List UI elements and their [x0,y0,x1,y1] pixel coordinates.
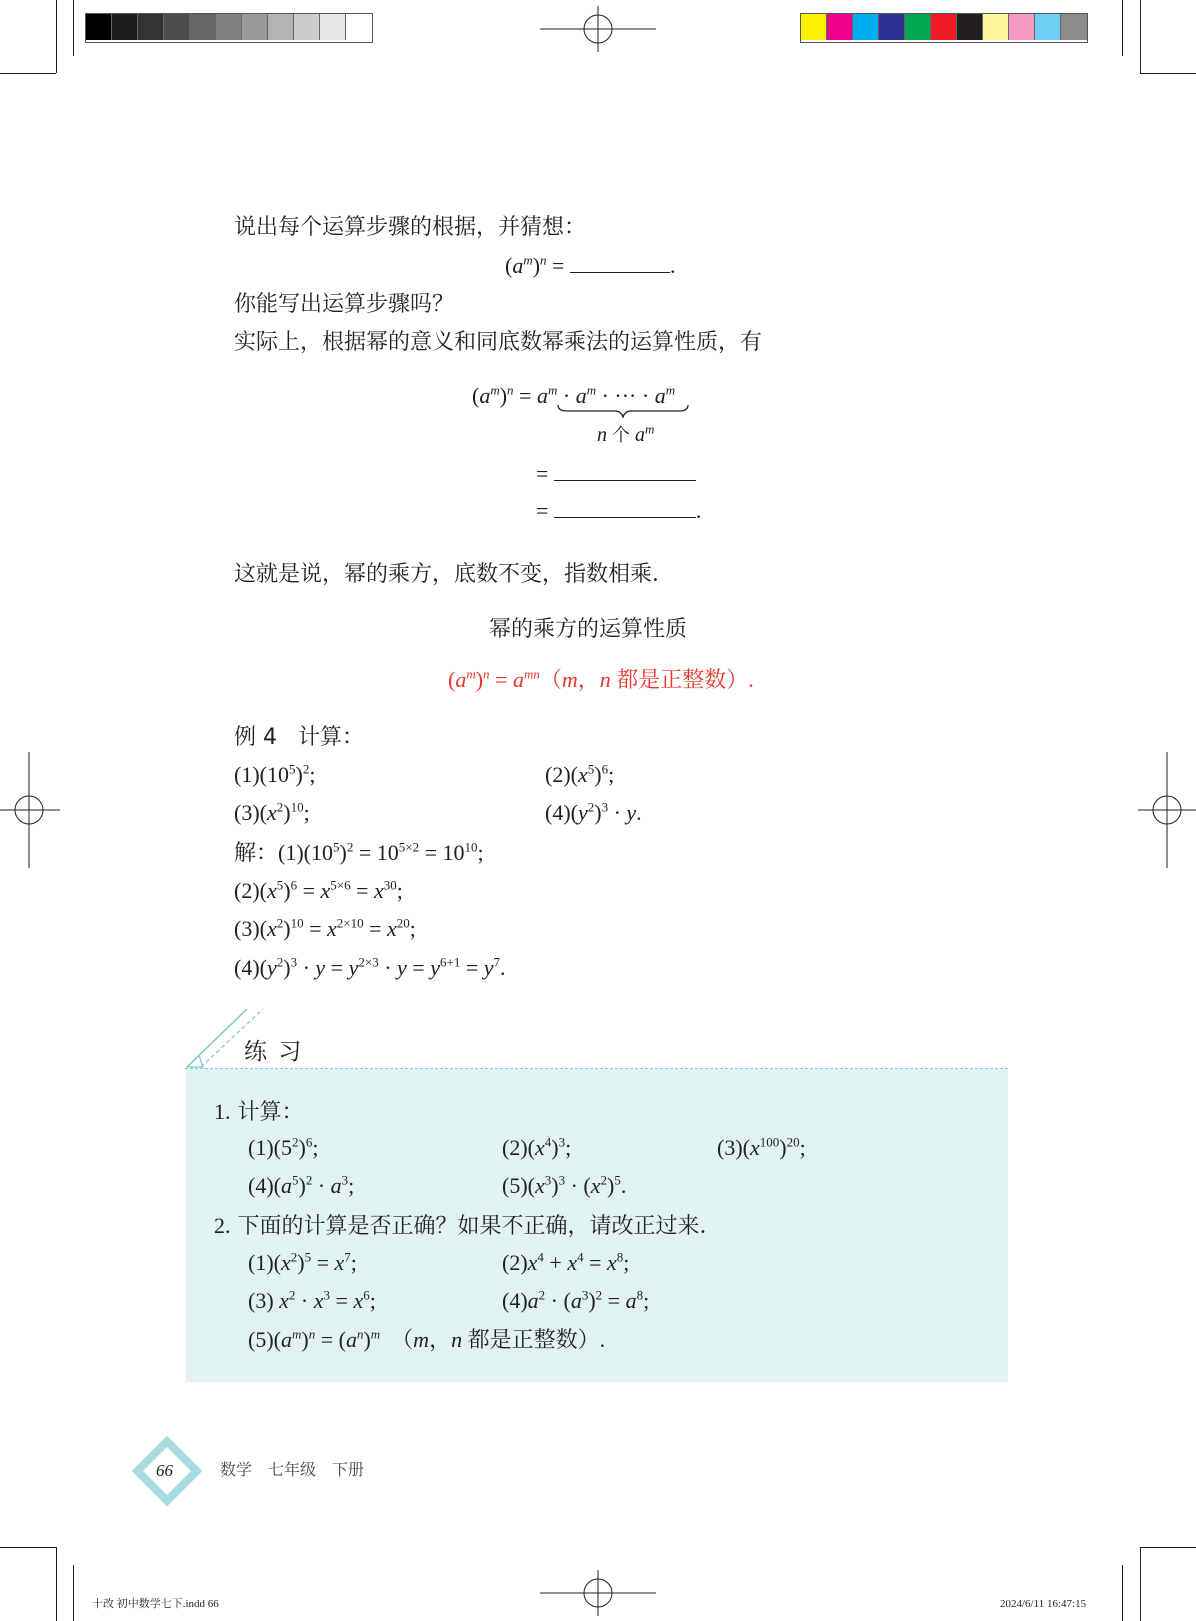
example-problem-1: $(1)(10^5)^2$; [234,761,316,787]
property-title: 幂的乘方的运算性质 [489,617,688,642]
process-color-bar [800,13,1088,43]
registration-mark-left [0,752,60,868]
grayscale-color-bar [85,13,373,43]
derivation-line-1: $(a^m)^n = a^m \cdot a^m$ · ··· · $a^m$ [472,382,676,408]
example-problem-3: $(3)(x^2)^{10}$; [234,799,310,825]
exercise-q2: 2. 下面的计算是否正确？如果不正确，请改正过来． [214,1213,722,1239]
intro-line-2: 你能写出运算步骤吗？ [234,292,455,317]
exercise-q1-4: $(4)(a^5)^2 \cdot a^3$; [248,1172,355,1198]
intro-line-1: 说出每个运算步骤的根据，并猜想： [234,215,587,240]
solution-2: $(2)(x^5)^6 = x^{5\times 6} = x^{30}$; [234,877,403,903]
intro-line-3: 实际上，根据幂的意义和同底数幂乘法的运算性质，有 [234,330,763,355]
solution-1: 解：$(1)(10^5)^2 = 10^{5\times 2} = 10^{10}$; [234,839,484,866]
solution-3: $(3)(x^2)^{10} = x^{2\times 10} = x^{20}$; [234,915,416,941]
answer-blank [554,515,696,518]
solution-4: $(4)(y^2)^3 \cdot y = y^{2\times 3} \cdot y = y^{6+1} = y^7$. [234,954,506,980]
exercise-header: 练 习 [244,1039,304,1065]
example-problem-4: $(4)(y^2)^3 \cdot y$. [545,799,642,825]
exercise-q2-3: (3) $x^2 \cdot x^3 = x^6$; [248,1287,376,1313]
derivation-line-3: = . [536,498,702,523]
exercise-q1: 1. 计算： [214,1099,304,1125]
power-rule-formula: $(a^m)^n = a^{mn}(m$，n 都是正整数）. [448,666,754,693]
exercise-q1-3: $(3)(x^{100})^{20}$; [717,1134,806,1160]
power-of-power-guess: $(a^m)^n$ = . [505,252,676,278]
page-number: 66 [156,1461,173,1480]
registration-mark-right [1138,752,1196,868]
exercise-q2-2: $(2)x^4 + x^4 = x^8$; [502,1249,630,1275]
underbrace-label: n 个 $a^m$ [597,421,655,446]
derivation-line-2: = [536,463,696,485]
conclusion-text: 这就是说，幂的乘方，底数不变，指数相乘． [234,562,675,587]
underbrace [557,404,689,418]
example-heading: 例 4 计算： [234,725,364,750]
exercise-q2-5: $(5)(a^m)^n = (a^n)^m$ （m，n 都是正整数）. [248,1326,606,1353]
answer-blank [554,478,696,481]
file-info: 十改 初中数学七下.indd 66 [92,1598,219,1610]
exercise-q1-1: $(1)(5^2)^6$; [248,1134,319,1160]
exercise-q1-2: $(2)(x^4)^3$; [502,1134,572,1160]
exercise-q2-4: $(4)a^2 \cdot (a^3)^2 = a^8$; [502,1287,650,1313]
timestamp: 2024/6/11 16:47:15 [1000,1598,1087,1610]
registration-mark-bottom [540,1570,656,1616]
answer-blank [570,270,670,273]
exercise-q1-5: $(5)(x^3)^3 \cdot (x^2)^5$. [502,1172,627,1198]
exercise-q2-1: $(1)(x^2)^5 = x^7$; [248,1249,357,1275]
book-title: 数学 七年级 下册 [220,1460,365,1479]
registration-mark-top [540,6,656,52]
example-problem-2: $(2)(x^5)^6$; [545,761,615,787]
